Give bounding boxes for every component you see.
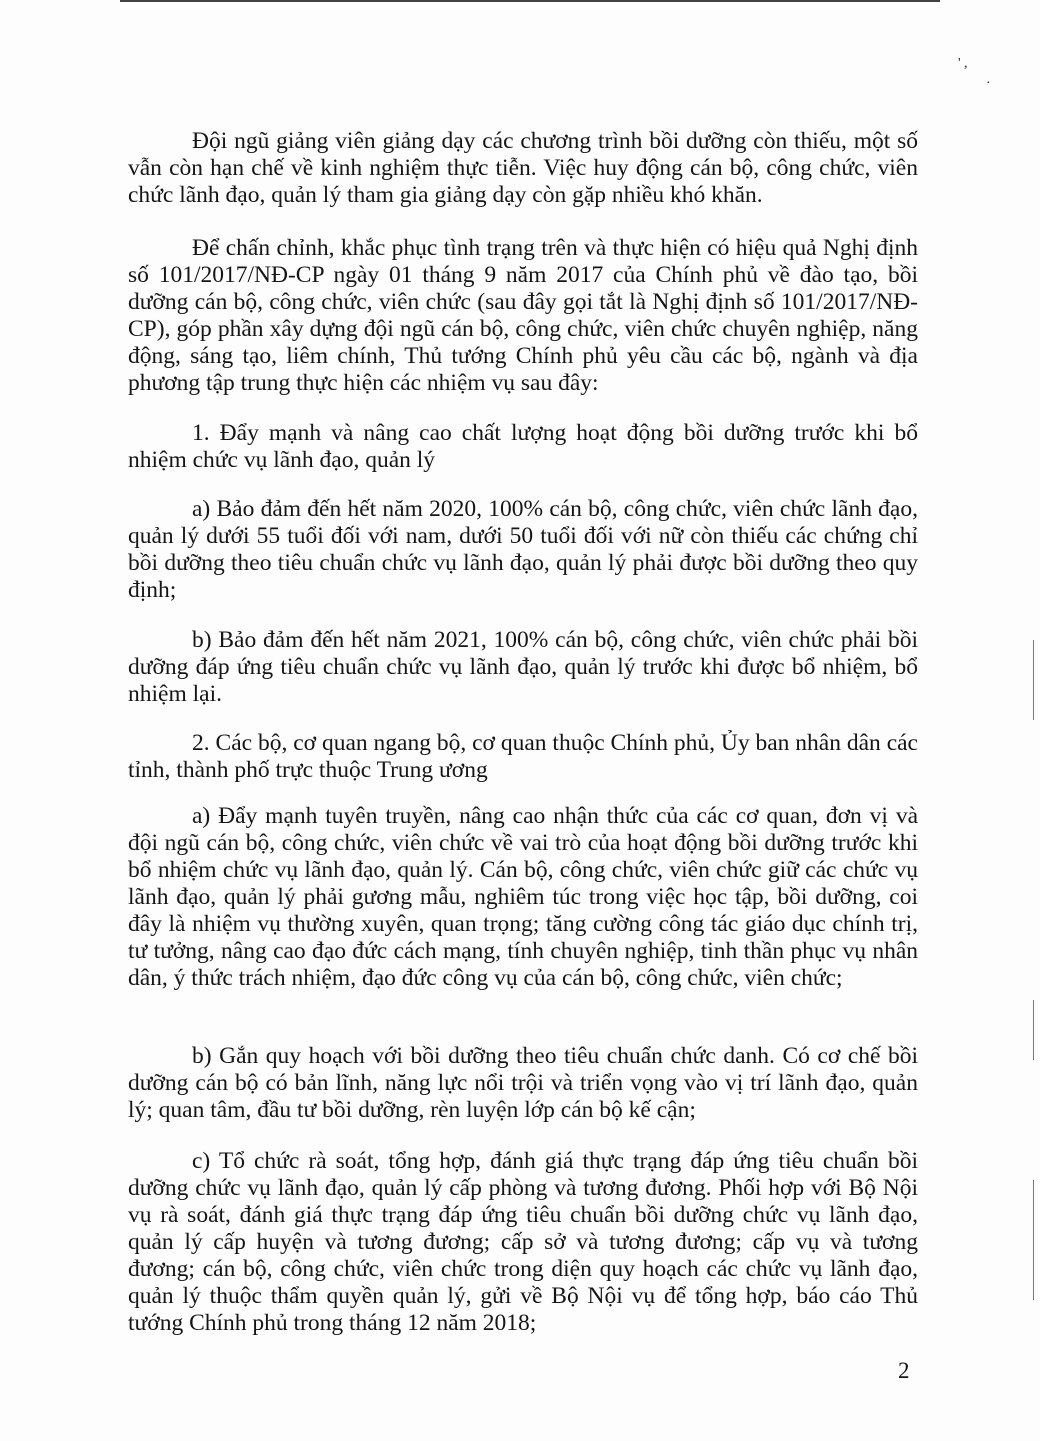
item-2c: c) Tổ chức rà soát, tổng hợp, đánh giá thực trạng đáp ứng tiêu chuẩn bồi dưỡng chức vụ lãnh đạo, quản lý cấp phòng và tương đương. Phối hợp với Bộ Nội vụ rà soát, đánh giá thực trạng đáp ứng tiêu chuẩn bồi dưỡng chức vụ lãnh đạo, quản lý cấp huyện và tương đương; cấp sở và tương đương; cấp vụ và tương đương; cán bộ, công chức, viên chức trong diện quy hoạch các chức vụ lãnh đạo, quản lý thuộc thẩm quyền quản lý, gửi về Bộ Nội vụ để tổng hợp, báo cáo Thủ tướng Chính phủ trong tháng 12 năm 2018; (128, 1148, 918, 1336)
paragraph-directive-intro: Để chấn chỉnh, khắc phục tình trạng trên và thực hiện có hiệu quả Nghị định số 101/2017/NĐ-CP ngày 01 tháng 9 năm 2017 của Chính phủ về đào tạo, bồi dưỡng cán bộ, công chức, viên chức (sau đây gọi tắt là Nghị định số 101/2017/NĐ-CP), góp phần xây dựng đội ngũ cán bộ, công chức, viên chức chuyên nghiệp, năng động, sáng tạo, liêm chính, Thủ tướng Chính phủ yêu cầu các bộ, ngành và địa phương tập trung thực hiện các nhiệm vụ sau đây: (128, 235, 918, 396)
scan-edge-line (1033, 640, 1034, 720)
scan-edge-line (1033, 1180, 1034, 1300)
section-2-heading: 2. Các bộ, cơ quan ngang bộ, cơ quan thuộc Chính phủ, Ủy ban nhân dân các tỉnh, thành phố trực thuộc Trung ương (128, 730, 918, 783)
item-1a: a) Bảo đảm đến hết năm 2020, 100% cán bộ, công chức, viên chức lãnh đạo, quản lý dưới 55 tuổi đối với nam, dưới 50 tuổi đối với nữ còn thiếu các chứng chỉ bồi dưỡng theo tiêu chuẩn chức vụ lãnh đạo, quản lý phải được bồi dưỡng theo quy định; (128, 496, 918, 603)
scan-speck: ' , (958, 56, 968, 71)
top-border-line (120, 0, 940, 2)
item-1b: b) Bảo đảm đến hết năm 2021, 100% cán bộ, công chức, viên chức phải bồi dưỡng đáp ứng tiêu chuẩn chức vụ lãnh đạo, quản lý trước khi được bổ nhiệm, bổ nhiệm lại. (128, 627, 918, 707)
scan-speck: · (986, 76, 991, 91)
section-1-heading: 1. Đẩy mạnh và nâng cao chất lượng hoạt động bồi dưỡng trước khi bổ nhiệm chức vụ lãnh đạo, quản lý (128, 420, 918, 473)
scan-edge-line (1033, 1000, 1034, 1060)
item-2a: a) Đẩy mạnh tuyên truyền, nâng cao nhận thức của các cơ quan, đơn vị và đội ngũ cán bộ, công chức, viên chức về vai trò của hoạt động bồi dưỡng trước khi bổ nhiệm chức vụ lãnh đạo, quản lý. Cán bộ, công chức, viên chức giữ các chức vụ lãnh đạo, quản lý phải gương mẫu, nghiêm túc trong việc học tập, bồi dưỡng, coi đây là nhiệm vụ thường xuyên, quan trọng; tăng cường công tác giáo dục chính trị, tư tưởng, nâng cao đạo đức cách mạng, tính chuyên nghiệp, tinh thần phục vụ nhân dân, ý thức trách nhiệm, đạo đức công vụ của cán bộ, công chức, viên chức; (128, 803, 918, 991)
paragraph-lecturer-shortage: Đội ngũ giảng viên giảng dạy các chương trình bồi dưỡng còn thiếu, một số vẫn còn hạn chế về kinh nghiệm thực tiễn. Việc huy động cán bộ, công chức, viên chức lãnh đạo, quản lý tham gia giảng dạy còn gặp nhiều khó khăn. (128, 128, 918, 208)
item-2b: b) Gắn quy hoạch với bồi dưỡng theo tiêu chuẩn chức danh. Có cơ chế bồi dưỡng cán bộ có bản lĩnh, năng lực nổi trội và triển vọng vào vị trí lãnh đạo, quản lý; quan tâm, đầu tư bồi dưỡng, rèn luyện lớp cán bộ kế cận; (128, 1043, 918, 1123)
page-number: 2 (898, 1358, 910, 1383)
